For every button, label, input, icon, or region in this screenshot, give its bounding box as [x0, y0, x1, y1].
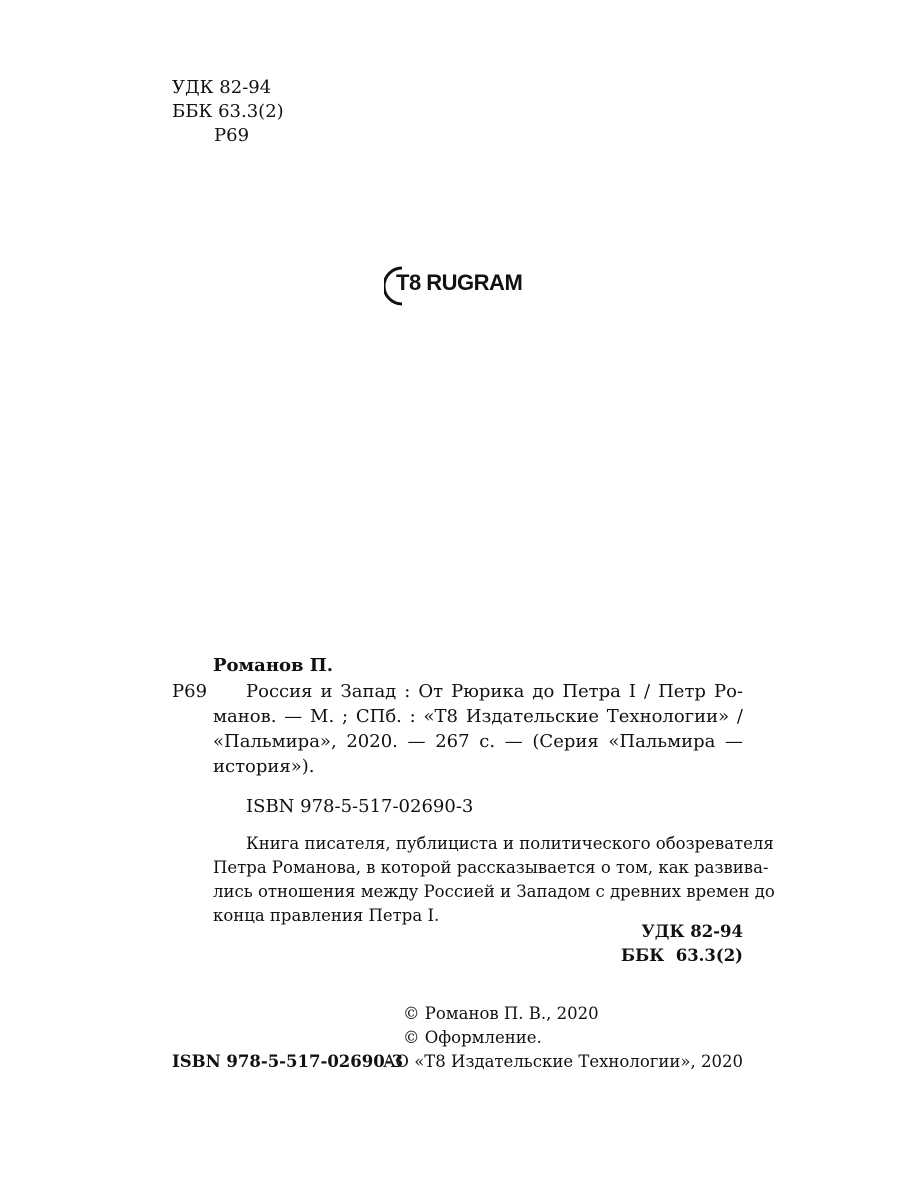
header-bbk: ББК 63.3(2)	[172, 101, 284, 122]
header-author-mark: Р69	[214, 125, 250, 146]
footer-isbn: ISBN 978-5-517-02690-3	[172, 1052, 404, 1071]
publisher-logo	[384, 264, 544, 308]
header-udk: УДК 82-94	[172, 77, 272, 98]
record-isbn: ISBN 978-5-517-02690-3	[246, 796, 474, 817]
copyright-line-2: © Оформление.	[403, 1028, 542, 1047]
record-line-4: история»).	[213, 756, 315, 777]
logo-text: T8 RUGRAM	[396, 270, 523, 295]
copyright-line-3: АО «Т8 Издательские Технологии», 2020	[382, 1052, 743, 1071]
record-mark: Р69	[172, 681, 208, 702]
record-line-2: манов. — М. ; СПб. : «Т8 Издательские Технологии» /	[213, 706, 743, 727]
annotation-line-3: лись отношения между Россией и Западом с древних времен до	[213, 882, 775, 901]
classification-udk: УДК 82-94	[641, 922, 743, 941]
record-line-3: «Пальмира», 2020. — 267 с. — (Серия «Пальмира —	[213, 731, 743, 752]
annotation-line-2: Петра Романова, в которой рассказывается о том, как развива-	[213, 858, 769, 877]
record-line-1: Россия и Запад : От Рюрика до Петра I / Петр Ро-	[246, 681, 743, 702]
copyright-line-1: © Романов П. В., 2020	[403, 1004, 599, 1023]
record-author: Романов П.	[213, 655, 334, 676]
annotation-line-1: Книга писателя, публициста и политического обозревателя	[246, 834, 774, 853]
classification-bbk: ББК 63.3(2)	[621, 946, 743, 965]
annotation-line-4: конца правления Петра I.	[213, 906, 440, 925]
